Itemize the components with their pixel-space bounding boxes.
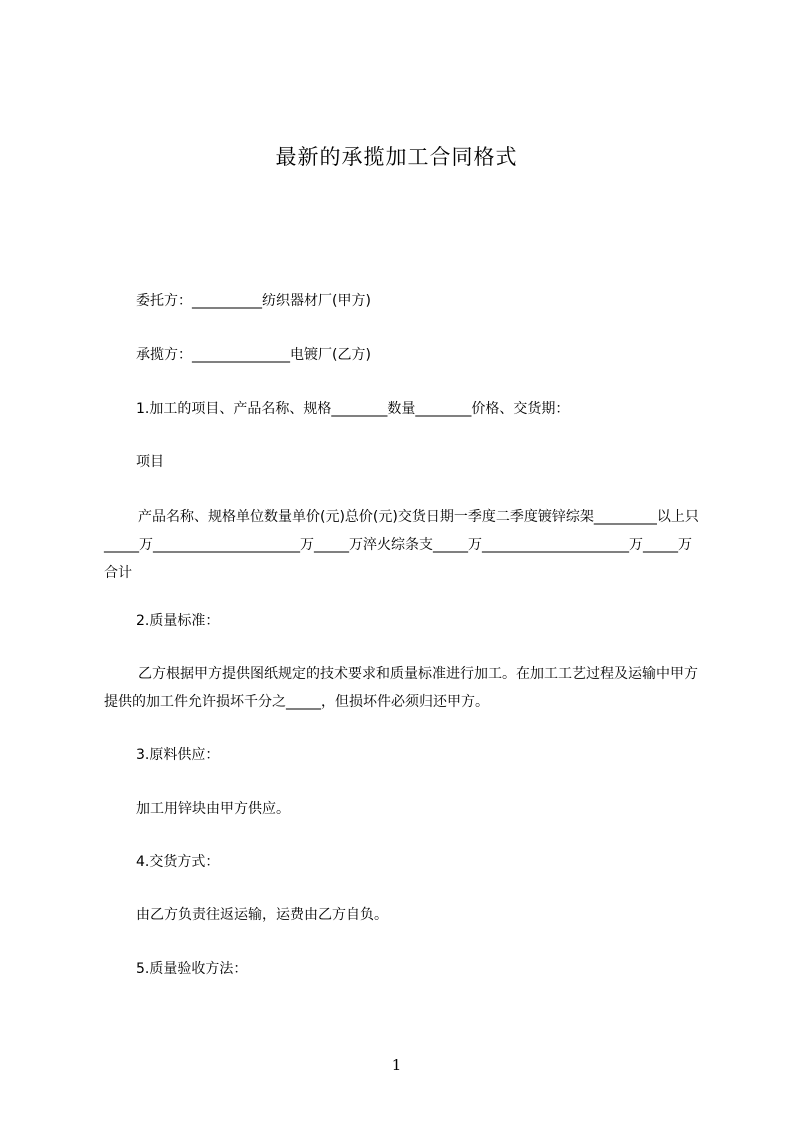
- section-2-body: 乙方根据甲方提供图纸规定的技术要求和质量标准进行加工。在加工工艺过程及运输中甲方提供的加工件允许损坏千分之_____，但损坏件必须归还甲方。: [104, 666, 698, 710]
- client-line: 委托方：__________纺织器材厂(甲方): [136, 293, 371, 309]
- section-1-item-label: 项目: [136, 454, 164, 470]
- section-1-item-detail: 产品名称、规格单位数量单价(元)总价(元)交货日期一季度二季度镀锌综架_________以上只_____万_____________________万_____万淬火综条支_____万_____________________万_____万合计: [104, 509, 699, 581]
- section-3-body: 加工用锌块由甲方供应。: [136, 801, 290, 817]
- section-4-body: 由乙方负责往返运输，运费由乙方自负。: [136, 907, 388, 923]
- page-number: 1: [391, 1056, 402, 1074]
- section-4-heading: 4.交货方式：: [136, 854, 220, 870]
- section-1-heading: 1.加工的项目、产品名称、规格________数量________价格、交货期：: [136, 401, 570, 417]
- section-3-heading: 3.原料供应：: [136, 747, 220, 763]
- section-2-heading: 2.质量标准：: [136, 613, 220, 629]
- section-5-heading: 5.质量验收方法：: [136, 961, 248, 977]
- contractor-line: 承揽方：______________电镀厂(乙方): [136, 347, 371, 363]
- document-title: 最新的承揽加工合同格式: [275, 145, 518, 169]
